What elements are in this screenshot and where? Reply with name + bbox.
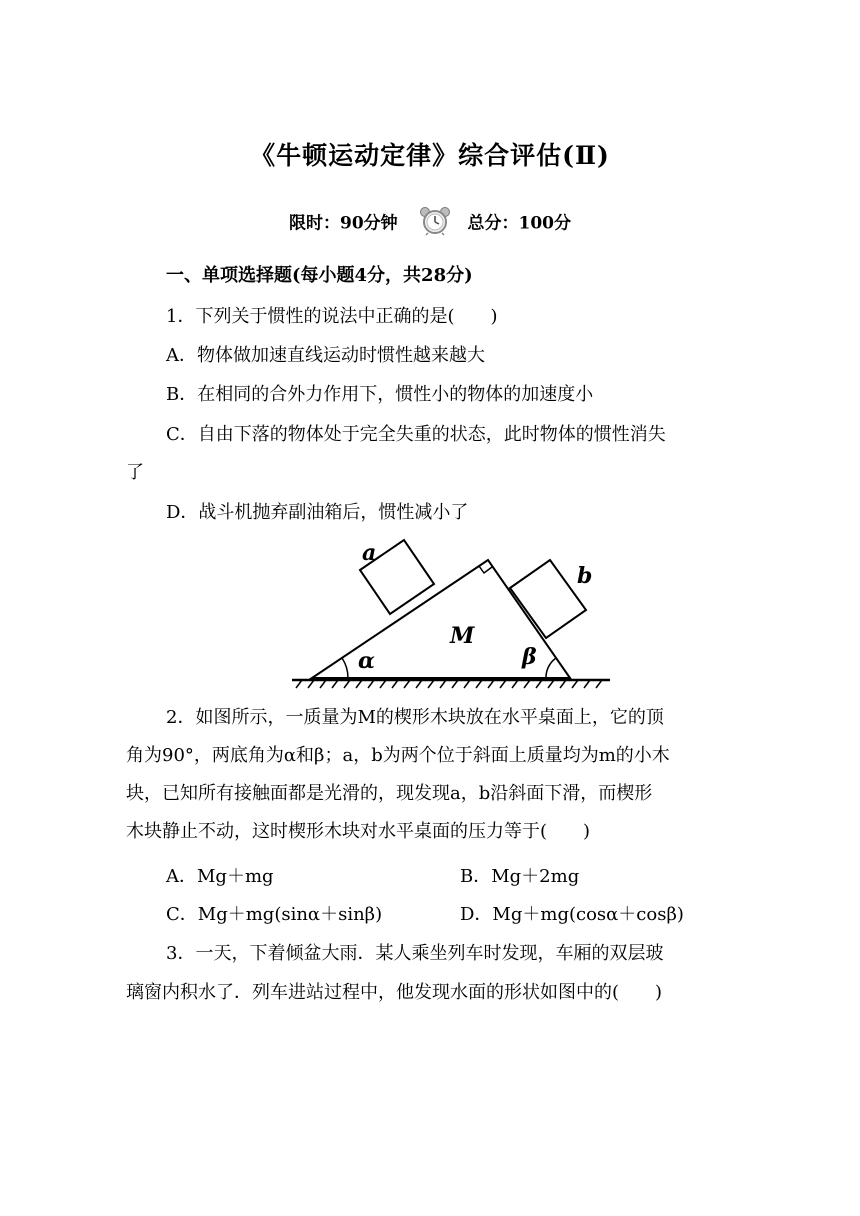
q2-option-c: C．Mg＋mg(sinα＋sinβ): [166, 904, 383, 925]
q1-option-b: B．在相同的合外力作用下，惯性小的物体的加速度小: [166, 384, 594, 405]
label-M: M: [450, 623, 475, 649]
q1-option-d: D．战斗机抛弃副油箱后，惯性减小了: [166, 502, 469, 523]
q2-line2: 角为90°，两底角为α和β；a，b为两个位于斜面上质量均为m的小木: [126, 745, 670, 766]
q2-line1: 2．如图所示，一质量为M的楔形木块放在水平桌面上，它的顶: [166, 707, 664, 728]
label-alpha: α: [358, 648, 375, 674]
q2-option-b: B．Mg＋2mg: [460, 866, 580, 887]
alarm-clock-icon: [418, 206, 452, 236]
q3-line1: 3．一天，下着倾盆大雨．某人乘坐列车时发现，车厢的双层玻: [166, 943, 664, 964]
q1-option-c-wrap: 了: [126, 462, 144, 483]
q2-option-d: D．Mg＋mg(cosα＋cosβ): [460, 904, 684, 925]
wedge-figure: [290, 538, 620, 690]
q1-stem: 1．下列关于惯性的说法中正确的是( ): [166, 306, 498, 327]
label-beta: β: [522, 644, 537, 670]
time-limit: 限时：90分钟: [288, 213, 398, 234]
q2-option-a: A．Mg＋mg: [166, 866, 274, 887]
q2-line4: 木块静止不动，这时楔形木块对水平桌面的压力等于( ): [126, 821, 591, 842]
q1-option-a: A．物体做加速直线运动时惯性越来越大: [166, 345, 485, 366]
exam-meta: [0, 206, 860, 236]
section-heading: 一、单项选择题(每小题4分，共28分): [166, 265, 473, 286]
page-title: 《牛顿运动定律》综合评估(Ⅱ): [250, 141, 610, 170]
label-a: a: [362, 540, 377, 566]
total-score: 总分：100分: [467, 213, 571, 234]
q2-line3: 块，已知所有接触面都是光滑的，现发现a，b沿斜面下滑，而楔形: [126, 783, 653, 804]
q1-option-c: C．自由下落的物体处于完全失重的状态，此时物体的惯性消失: [166, 424, 666, 445]
label-b: b: [577, 563, 593, 589]
q3-line2: 璃窗内积水了．列车进站过程中，他发现水面的形状如图中的( ): [126, 982, 663, 1003]
